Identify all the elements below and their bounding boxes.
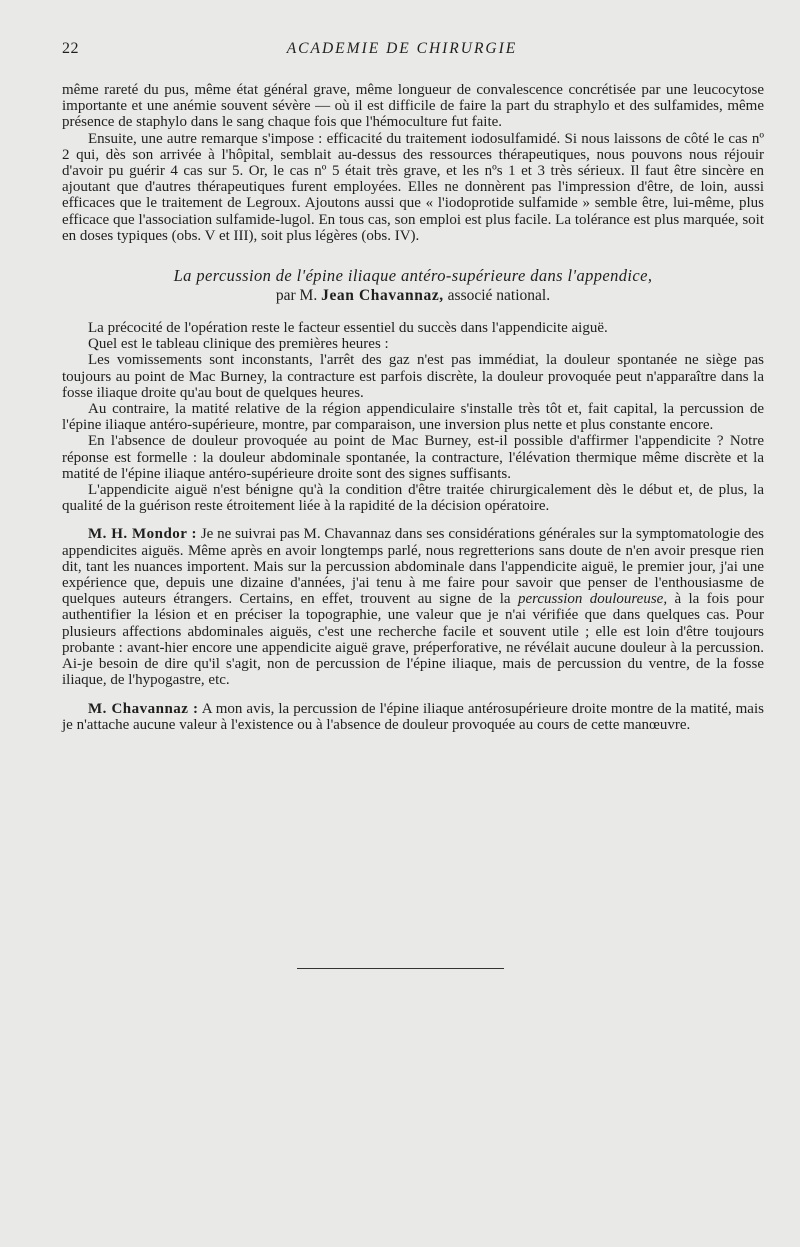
article-paragraph-6: L'appendicite aiguë n'est bénigne qu'à la condition d'être traitée chirurgicalement dès le début et, de plus, la qualité de la guérison reste étroitement liée à la rapidité de la décision opératoire.	[62, 482, 764, 515]
byline-author: Jean Chavannaz,	[321, 287, 444, 305]
article-byline	[62, 286, 764, 306]
byline-prefix: par M.	[275, 287, 318, 305]
intro-paragraph-2: Ensuite, une autre remarque s'impose : efficacité du traitement iodosulfamidé. Si nous laissons de côté le cas nº 2 qui, dès son arrivée à l'hôpital, semblait au-dessus des ressources thérapeutiques, nous pouvons nous réjouir d'avoir pu guérir 4 cas sur 5. Or, le cas nº 5 était très grave, et les nºs 1 et 3 très sérieux. Il faut être sincère en ajoutant que d'autres thérapeutiques furent employées. Elles ne donnèrent pas l'impression d'être, de loin, aussi efficaces que le traitement de Legroux. Ajoutons aussi que « l'iodoprotide sulfamide » semble être, lui-même, plus efficace que l'association sulfamide-lugol. En tous cas, son emploi est plus facile. La tolérance est plus marquée, soit en doses typiques (obs. V et III), soit plus légères (obs. IV).	[62, 130, 764, 244]
mondor-text-after: à la fois pour authentifier la lésion et en préciser la topographie, une valeur que je n'ai vérifiée que dans quelques cas. Pour plusieurs affections abdominales aiguës, c'est une recherche facile et souvent utile ; elle est loin d'être toujours probante : avant-hier encore une appendicite aiguë grave, préperforative, ne révélait aucune douleur à la percussion. Ai-je besoin de dire qu'il s'agit, non de percussion de l'épine iliaque, mais de percussion du ventre, de la fosse iliaque, de l'hypogastre, etc.	[62, 591, 765, 689]
discussion-mondor	[62, 526, 764, 688]
article-paragraph-2: Quel est le tableau clinique des premières heures :	[88, 336, 389, 353]
page-body	[62, 82, 764, 733]
mondor-text: Je ne suivrai pas M. Chavannaz dans ses considérations générales sur la symptomatologie des appendicites aiguës. Même après en avoir longtemps parlé, nous regretterions sans doute de n'en avoir presque rien dit, tant les nuances importent. Mais sur la percussion abdominale dans l'appendicite aiguë, le premier jour, j'ai une expérience que, depuis une dizaine d'années, j'ai tenu à me faire pour savoir que penser de l'enthousiasme de quelques auteurs étrangers. Certains, en effet, trouvent au signe de la	[62, 526, 764, 608]
article-paragraph-4: Au contraire, la matité relative de la région appendiculaire s'installe très tôt et, fait capital, la percussion de l'épine iliaque antéro-supérieure, montre, par comparaison, une inversion plus nette et plus constante encore.	[62, 401, 764, 434]
page-header	[62, 40, 742, 62]
chavannaz-text: A mon avis, la percussion de l'épine iliaque antérosupérieure droite montre de la matité, mais je n'attache aucune valeur à l'existence ou à l'absence de douleur provoquée au cours de cette manœuvre.	[62, 700, 764, 733]
running-head: ACADEMIE DE CHIRURGIE	[286, 40, 518, 57]
intro-paragraph-1: même rareté du pus, même état général grave, même longueur de convalescence concrétisée par une leucocytose importante et une anémie souvent sévère — où il est difficile de faire la part du straphylo et des sulfamides, même présence de staphylo dans le sang chaque fois que l'hémoculture fut faite.	[62, 82, 764, 131]
article-paragraph-3: Les vomissements sont inconstants, l'arrêt des gaz n'est pas immédiat, la douleur spontanée ne siège pas toujours au point de Mac Burney, la contracture est parfois discrète, la douleur provoquée peut n'apparaître dans la fosse iliaque droite qu'au bout de quelques heures.	[62, 352, 764, 401]
mondor-emphasis: percussion douloureuse,	[517, 591, 668, 608]
page-number: 22	[62, 40, 79, 57]
speaker-chavannaz: M. Chavannaz :	[88, 700, 199, 717]
article-paragraph-1: La précocité de l'opération reste le facteur essentiel du succès dans l'appendicite aiguë.	[88, 320, 608, 337]
closing-rule	[297, 968, 504, 969]
article-title: La percussion de l'épine iliaque antéro-supérieure dans l'appendice,	[173, 266, 653, 286]
byline-affiliation: associé national.	[447, 287, 551, 305]
speaker-mondor: M. H. Mondor :	[88, 526, 197, 543]
article-paragraph-5: En l'absence de douleur provoquée au point de Mac Burney, est-il possible d'affirmer l'appendicite ? Notre réponse est formelle : la douleur abdominale spontanée, la contracture, l'élévation thermique même discrète et la matité de l'épine iliaque antéro-supérieure droite sont des signes suffisants.	[62, 433, 764, 482]
discussion-chavannaz	[62, 701, 764, 733]
